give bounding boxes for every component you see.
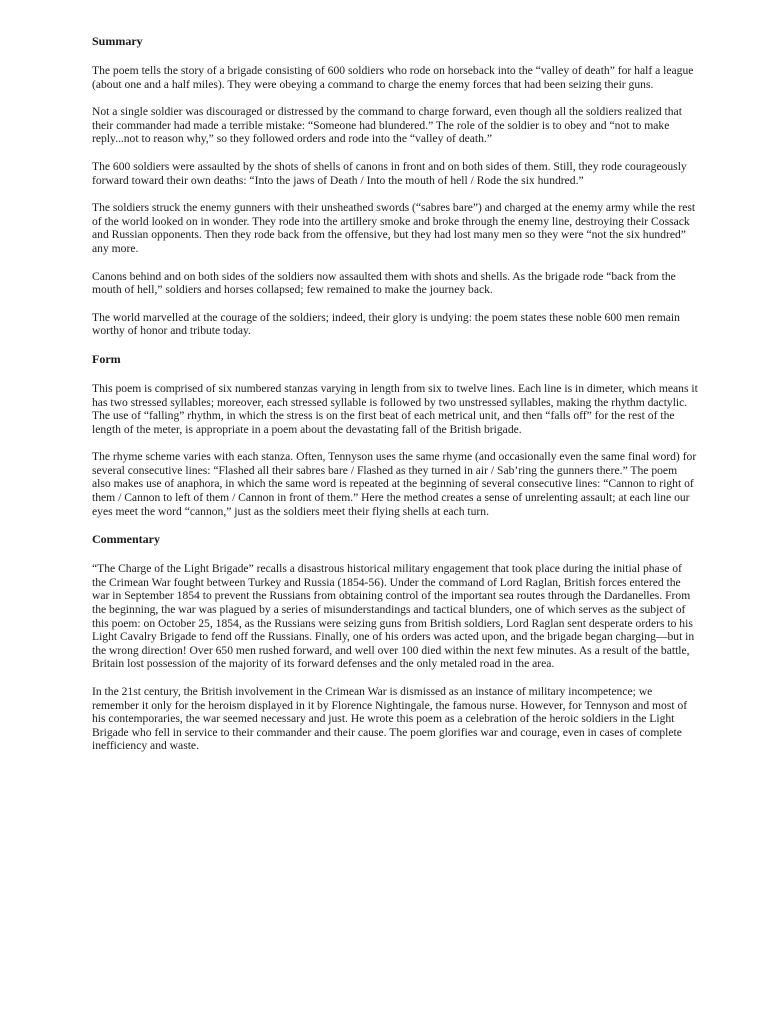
paragraph: Canons behind and on both sides of the soldiers now assaulted them with shots and shells. As the brigade rode “back from the mouth of hell,” soldiers and horses collapsed; few remained to make the journey back. bbox=[92, 269, 676, 297]
paragraph: The soldiers struck the enemy gunners with their unsheathed swords (“sabres bare”) and charged at the enemy army while the rest of the world looked on in wonder. They rode into the artillery smoke and broke through the enemy line, destroying their Cossack and Russian opponents. Then they rode back from the offensive, but they had lost many men so they were “not the six hundred” any more. bbox=[92, 201, 696, 255]
section-commentary bbox=[92, 532, 698, 753]
section-form bbox=[92, 352, 698, 518]
section-heading: Summary bbox=[92, 34, 143, 48]
section-heading: Commentary bbox=[92, 532, 160, 547]
paragraph: “The Charge of the Light Brigade” recalls a disastrous historical military engagement that took place during the initial phase of the Crimean War fought between Turkey and Russia (1854-56). Under the command of Lord Raglan, British forces entered the war in September 1854 to prevent the Russians from obtaining control of the important sea routes through the Dardanelles. From the beginning, the war was plagued by a series of misunderstandings and tactical blunders, one of which serves as the subject of this poem: on October 25, 1854, as the Russians were seizing guns from British soldiers, Lord Raglan sent desperate orders to his Light Cavalry Brigade to fend off the Russians. Finally, one of his orders was acted upon, and the brigade began charging—but in the wrong direction! Over 650 men rushed forward, and well over 100 died within the next few minutes. As a result of the battle, Britain lost possession of the majority of its forward defenses and the only metaled road in the area. bbox=[92, 562, 695, 671]
paragraph: This poem is comprised of six numbered stanzas varying in length from six to twelve lines. Each line is in dimeter, which means it has two stressed syllables; moreover, each stressed syllable is followed by two unstressed syllables, making the rhythm dactylic. The use of “falling” rhythm, in which the stress is on the first beat of each metrical unit, and then “falls off” for the rest of the length of the meter, is appropriate in a poem about the devastating fall of the British brigade. bbox=[92, 381, 698, 436]
paragraph: The poem tells the story of a brigade consisting of 600 soldiers who rode on horseback into the “valley of death” for half a league (about one and a half miles). They were obeying a command to charge the enemy forces that had been seizing their guns. bbox=[92, 64, 694, 91]
paragraph: Not a single soldier was discouraged or distressed by the command to charge forward, even though all the soldiers realized that their commander had made a terrible mistake: “Someone had blundered.” The role of the soldier is to obey and “not to make reply...not to reason why,” so they followed orders and rode into the “valley of death.” bbox=[92, 105, 682, 146]
paragraph: The world marvelled at the courage of the soldiers; indeed, their glory is undying: the poem states these noble 600 men remain worthy of honor and tribute today. bbox=[92, 310, 680, 338]
paragraph: In the 21st century, the British involvement in the Crimean War is dismissed as an instance of military incompetence; we remember it only for the heroism displayed in it by Florence Nightingale, the famous nurse. However, for Tennyson and most of his contemporaries, the war seemed necessary and just. He wrote this poem as a celebration of the heroic soldiers in the Light Brigade who fell in service to their commander and their cause. The poem glorifies war and courage, even in cases of complete inefficiency and waste. bbox=[92, 685, 688, 753]
section-summary bbox=[92, 34, 698, 338]
section-heading: Form bbox=[92, 351, 121, 366]
paragraph: The rhyme scheme varies with each stanza. Often, Tennyson uses the same rhyme (and occasionally even the same final word) for several consecutive lines: “Flashed all their sabres bare / Flashed as they turned in air / Sab’ring the gunners there.” The poem also makes use of anaphora, in which the same word is repeated at the beginning of several consecutive lines: “Cannon to right of them / Cannon to left of them / Cannon in front of them.” Here the method creates a sense of unrelenting assault; at each line our eyes meet the word “cannon,” just as the soldiers meet their flying shells at each turn. bbox=[92, 450, 697, 518]
paragraph: The 600 soldiers were assaulted by the shots of shells of canons in front and on both sides of them. Still, they rode courageously forward toward their own deaths: “Into the jaws of Death / Into the mouth of hell / Rode the six hundred.” bbox=[92, 159, 687, 187]
